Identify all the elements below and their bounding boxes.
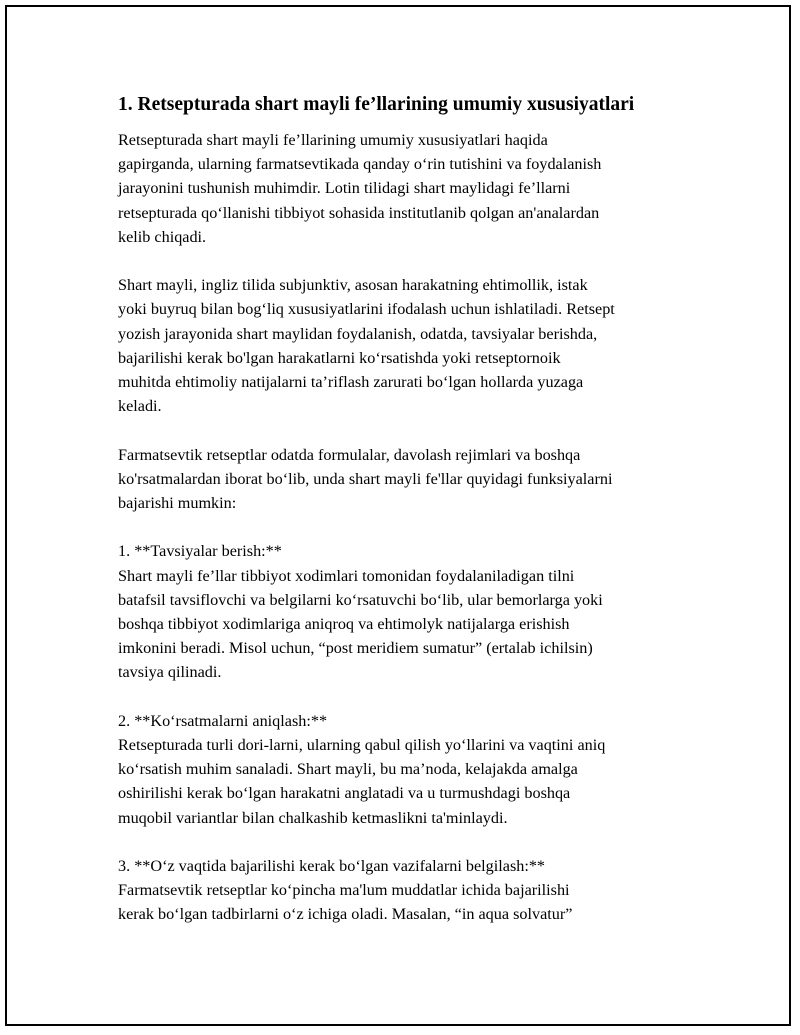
paragraph-intro: Retsepturada shart mayli fe’llarining umumiy xususiyatlari haqida gapirganda, ularning farmatsevtikada qanday o‘rin tutishini va foydalanish jarayonini tushunish muhimdir. Lotin tilidagi shart maylidagi fe’llarni retsepturada qo‘llanishi tibbiyot sohasida institutlanib qolgan an'analardan kelib chiqadi. [118, 131, 602, 246]
list-item-instructions: 2. **Ko‘rsatmalarni aniqlash:** Retsepturada turli dori-larni, ularning qabul qilish yo‘llarini va vaqtini aniq ko‘rsatish muhim sanaladi. Shart mayli, bu ma’noda, kelajakda amalga oshirilishi kerak bo‘lgan harakatni anglatadi va u turmushdagi boshqa muqobil variantlar bilan chalkashib ketmaslikni ta'minlaydi. [118, 711, 606, 827]
document-body [118, 92, 688, 927]
paragraph-prescriptions: Farmatsevtik retseptlar odatda formulalar, davolash rejimlari va boshqa ko'rsatmalardan iborat bo‘lib, unda shart mayli fe'llar quyidagi funksiyalarni bajarishi mumkin: [118, 445, 613, 513]
section-heading: 1. Retsepturada shart mayli fe’llarining umumiy xususiyatlari [118, 94, 635, 115]
paragraph-spacer [118, 418, 688, 442]
paragraph-spacer [118, 685, 688, 709]
list-item-recommendations: 1. **Tavsiyalar berish:** Shart mayli fe’llar tibbiyot xodimlari tomonidan foydalaniladigan tilni batafsil tavsiflovchi va belgilarni ko‘rsatuvchi bo‘lib, ular bemorlarga yoki boshqa tibbiyot xodimlariga aniqroq va ehtimolyk natijalarga erishish imkonini beradi. Misol uchun, “post meridiem sumatur” (ertalab ichilsin) tavsiya qilinadi. [118, 542, 603, 682]
paragraph-spacer [118, 249, 688, 273]
list-item-timely-tasks: 3. **O‘z vaqtida bajarilishi kerak bo‘lgan vazifalarni belgilash:** Farmatsevtik retseptlar ko‘pincha ma'lum muddatlar ichida bajarilishi kerak bo‘lgan tadbirlarni o‘z ichiga oladi. Masalan, “in aqua solvatur” [118, 857, 573, 924]
paragraph-spacer [118, 830, 688, 854]
paragraph-spacer [118, 515, 688, 539]
paragraph-subjunctive: Shart mayli, ingliz tilida subjunktiv, asosan harakatning ehtimollik, istak yoki buyruq bilan bog‘liq xususiyatlarini ifodalash uchun ishlatiladi. Retsept yozish jarayonida shart maylidan foydalanish, odatda, tavsiyalar berishda, bajarilishi kerak bo'lgan harakatlarni ko‘rsatishda yoki retseptornoik muhitda ehtimoliy natijalarni ta’riflash zarurati bo‘lgan hollarda yuzaga keladi. [118, 276, 615, 416]
